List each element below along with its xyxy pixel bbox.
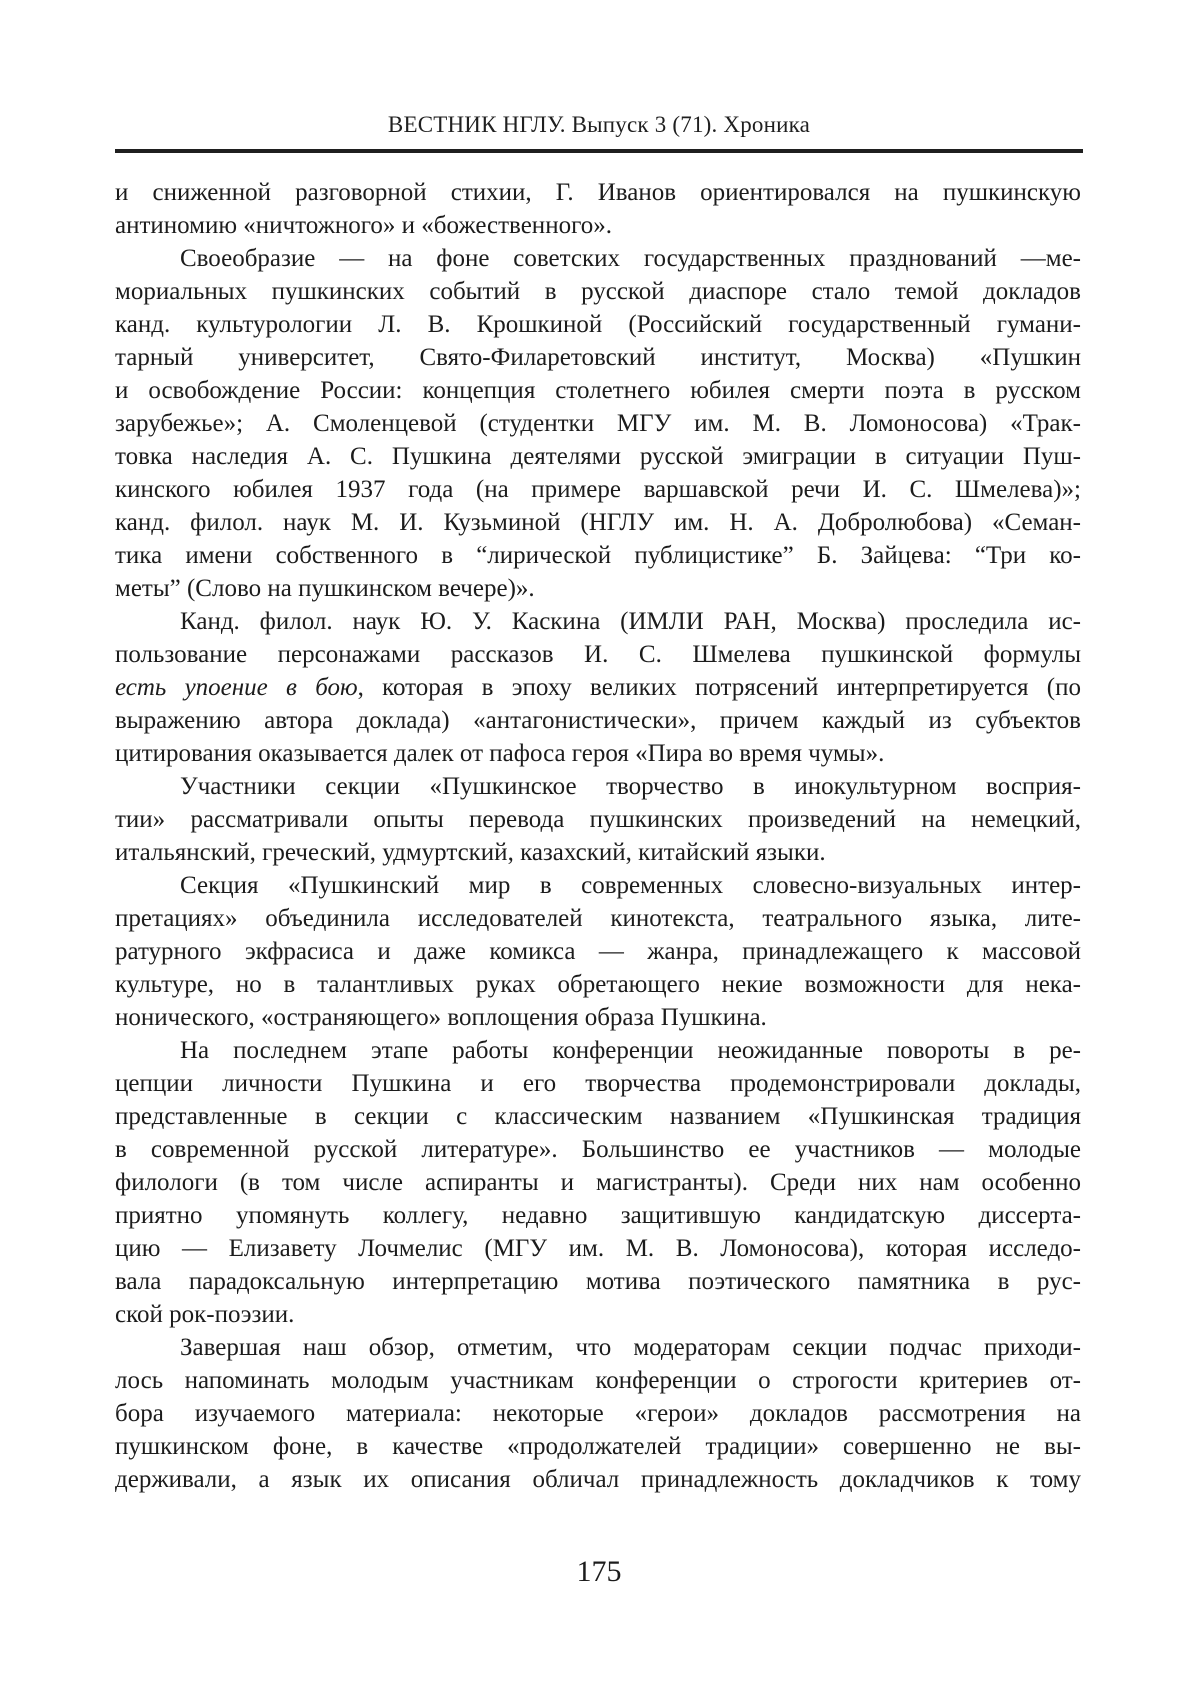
text-line: товка наследия А. С. Пушкина деятелями русской эмиграции в ситуации Пуш- bbox=[115, 443, 1081, 470]
text-line: На последнем этапе работы конференции неожиданные повороты в ре- bbox=[180, 1037, 1081, 1064]
text-line: меты” (Слово на пушкинском вечере)». bbox=[115, 575, 535, 602]
text-line: итальянский, греческий, удмуртский, казахский, китайский языки. bbox=[115, 839, 826, 866]
text-line: тии» рассматривали опыты перевода пушкинских произведений на немецкий, bbox=[115, 806, 1081, 833]
text-line: Своеобразие — на фоне советских государственных празднований —ме- bbox=[180, 245, 1081, 272]
text-line: держивали, а язык их описания обличал принадлежность докладчиков к тому bbox=[115, 1466, 1081, 1493]
text-line: бора изучаемого материала: некоторые «герои» докладов рассмотрения на bbox=[115, 1400, 1081, 1427]
text-line: зарубежье»; А. Смоленцевой (студентки МГУ им. М. В. Ломоносова) «Трак- bbox=[115, 410, 1081, 437]
body-text bbox=[115, 176, 1081, 1496]
italic-text-segment: есть упоение в бою bbox=[115, 674, 358, 701]
text-line: Участники секции «Пушкинское творчество в инокультурном восприя- bbox=[180, 773, 1081, 800]
text-line: представленные в секции с классическим названием «Пушкинская традиция bbox=[115, 1103, 1081, 1130]
text-line: и сниженной разговорной стихии, Г. Иванов ориентировался на пушкинскую bbox=[115, 179, 1081, 206]
text-line: Завершая наш обзор, отметим, что модераторам секции подчас приходи- bbox=[180, 1334, 1081, 1361]
text-line: претациях» объединила исследователей кинотекста, театрального языка, лите- bbox=[115, 905, 1081, 932]
text-line: тика имени собственного в “лирической публицистике” Б. Зайцева: “Три ко- bbox=[115, 542, 1081, 569]
text-line: ратурного экфрасиса и даже комикса — жанра, принадлежащего к массовой bbox=[115, 938, 1081, 965]
text-line: филологи (в том числе аспиранты и магистранты). Среди них нам особенно bbox=[115, 1169, 1081, 1196]
text-line: канд. филол. наук М. И. Кузьминой (НГЛУ им. Н. А. Добролюбова) «Семан- bbox=[115, 509, 1081, 536]
text-line: цитирования оказывается далек от пафоса героя «Пира во время чумы». bbox=[115, 740, 885, 767]
text-line: нонического, «остраняющего» воплощения образа Пушкина. bbox=[115, 1004, 767, 1031]
text-line: пушкинском фоне, в качестве «продолжателей традиции» совершенно не вы- bbox=[115, 1433, 1081, 1460]
text-line: культуре, но в талантливых руках обретающего некие возможности для нека- bbox=[115, 971, 1081, 998]
page-number: 175 bbox=[576, 1555, 622, 1588]
text-line: выражению автора доклада) «антагонистически», причем каждый из субъектов bbox=[115, 707, 1081, 734]
text-line: Канд. филол. наук Ю. У. Каскина (ИМЛИ РАН, Москва) проследила ис- bbox=[180, 608, 1081, 635]
text-line: цепции личности Пушкина и его творчества продемонстрировали доклады, bbox=[115, 1070, 1081, 1097]
text-line bbox=[115, 671, 1081, 704]
text-line: канд. культурологии Л. В. Крошкиной (Российский государственный гумани- bbox=[115, 311, 1081, 338]
text-line: и освобождение России: концепция столетнего юбилея смерти поэта в русском bbox=[115, 377, 1081, 404]
text-line: антиномию «ничтожного» и «божественного». bbox=[115, 212, 612, 239]
text-line: цию — Елизавету Лочмелис (МГУ им. М. В. Ломоносова), которая исследо- bbox=[115, 1235, 1081, 1262]
header-rule bbox=[115, 149, 1083, 153]
text-line: пользование персонажами рассказов И. С. Шмелева пушкинской формулы bbox=[115, 641, 1081, 668]
text-line: Секция «Пушкинский мир в современных словесно-визуальных интер- bbox=[180, 872, 1081, 899]
text-line: кинского юбилея 1937 года (на примере варшавской речи И. С. Шмелева)»; bbox=[115, 476, 1081, 503]
text-line: мориальных пушкинских событий в русской диаспоре стало темой докладов bbox=[115, 278, 1081, 305]
text-line: в современной русской литературе». Большинство ее участников — молодые bbox=[115, 1136, 1081, 1163]
text-line: лось напоминать молодым участникам конференции о строгости критериев от- bbox=[115, 1367, 1081, 1394]
text-line: ской рок-поэзии. bbox=[115, 1301, 295, 1328]
text-segment: , которая в эпоху великих потрясений интерпретируется (по bbox=[357, 674, 1081, 701]
text-line: вала парадоксальную интерпретацию мотива поэтического памятника в рус- bbox=[115, 1268, 1081, 1295]
text-line: тарный университет, Свято-Филаретовский институт, Москва) «Пушкин bbox=[115, 344, 1081, 371]
running-header: ВЕСТНИК НГЛУ. Выпуск 3 (71). Хроника bbox=[387, 112, 811, 137]
text-line: приятно упомянуть коллегу, недавно защитившую кандидатскую диссерта- bbox=[115, 1202, 1081, 1229]
